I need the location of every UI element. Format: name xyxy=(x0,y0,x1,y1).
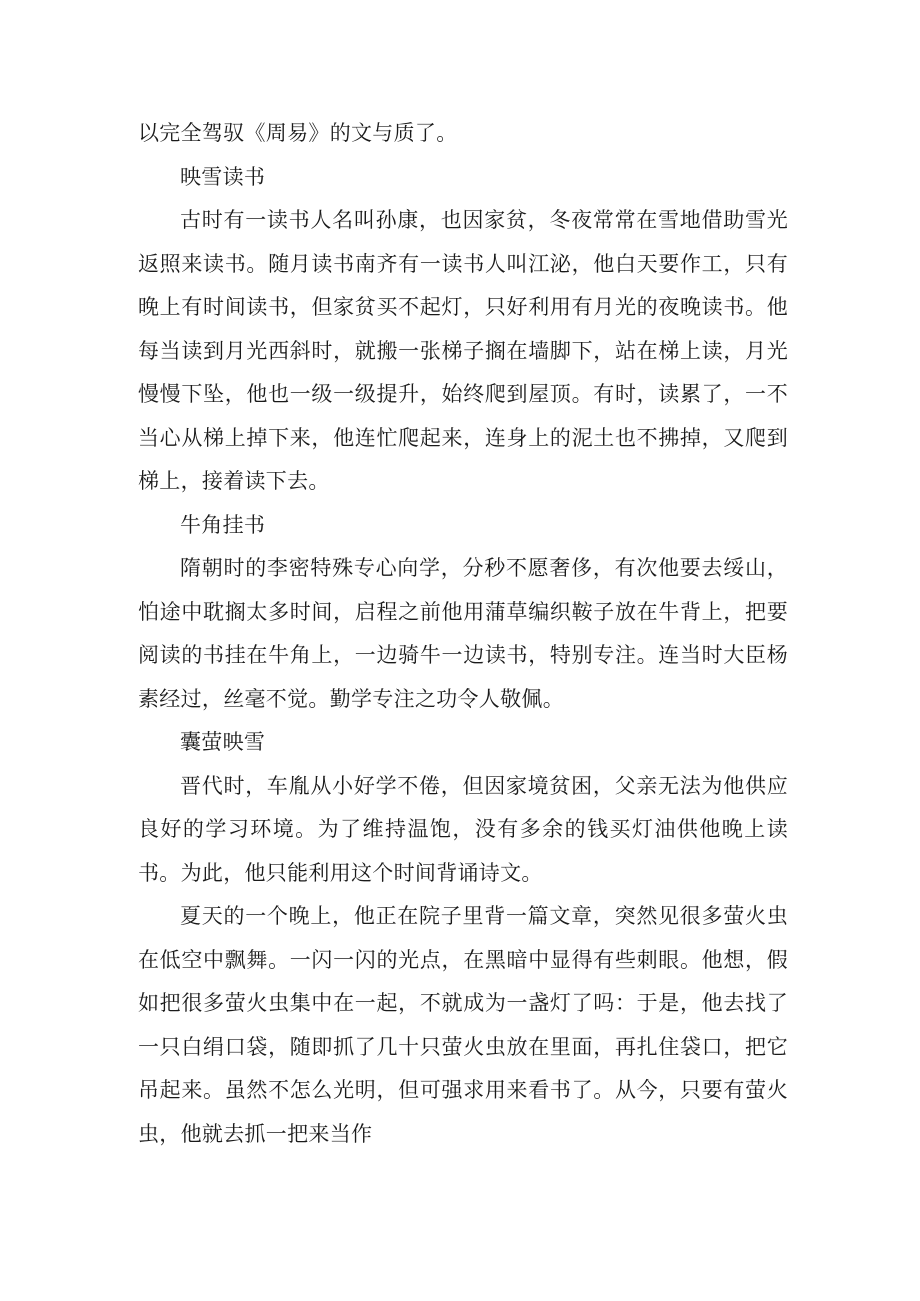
document-body xyxy=(138,112,788,1156)
section-heading-firefly-snow: 囊萤映雪 xyxy=(180,730,266,754)
paragraph-firefly-1: 晋代时，车胤从小好学不倦，但因家境贫困，父亲无法为他供应良好的学习环境。为了维持温饱，没有多余的钱买灯油供他晚上读书。为此，他只能利用这个时间背诵诗文。 xyxy=(138,773,788,885)
section-heading-snow-reading: 映雪读书 xyxy=(180,164,266,189)
paragraph-ox-horn: 隋朝时的李密特殊专心向学，分秒不愿奢侈，有次他要去绥山，怕途中耽搁太多时间，启程之前他用蒲草编织鞍子放在牛背上，把要阅读的书挂在牛角上，一边骑牛一边读书，特别专注。连当时大臣杨素经过，丝毫不觉。勤学专注之功令人敬佩。 xyxy=(138,556,788,711)
paragraph-firefly-2: 夏天的一个晚上，他正在院子里背一篇文章，突然见很多萤火虫在低空中飘舞。一闪一闪的光点，在黑暗中显得有些刺眼。他想，假如把很多萤火虫集中在一起，不就成为一盏灯了吗：于是，他去找了一只白绢口袋，随即抓了几十只萤火虫放在里面，再扎住袋口，把它吊起来。虽然不怎么光明，但可强求用来看书了。从今，只要有萤火虫，他就去抓一把来当作 xyxy=(138,904,788,1146)
paragraph-snow-reading: 古时有一读书人名叫孙康，也因家贫，冬夜常常在雪地借助雪光返照来读书。随月读书南齐有一读书人叫江泌，他白天要作工，只有晚上有时间读书，但家贫买不起灯，只好利用有月光的夜晚读书。他每当读到月光西斜时，就搬一张梯子搁在墙脚下，站在梯上读，月光慢慢下坠，他也一级一级提升，始终爬到屋顶。有时，读累了，一不当心从梯上掉下来，他连忙爬起来，连身上的泥土也不拂掉，又爬到梯上，接着读下去。 xyxy=(138,208,788,493)
section-heading-ox-horn: 牛角挂书 xyxy=(180,512,266,537)
paragraph-continuation: 以完全驾驭《周易》的文与质了。 xyxy=(138,121,458,145)
